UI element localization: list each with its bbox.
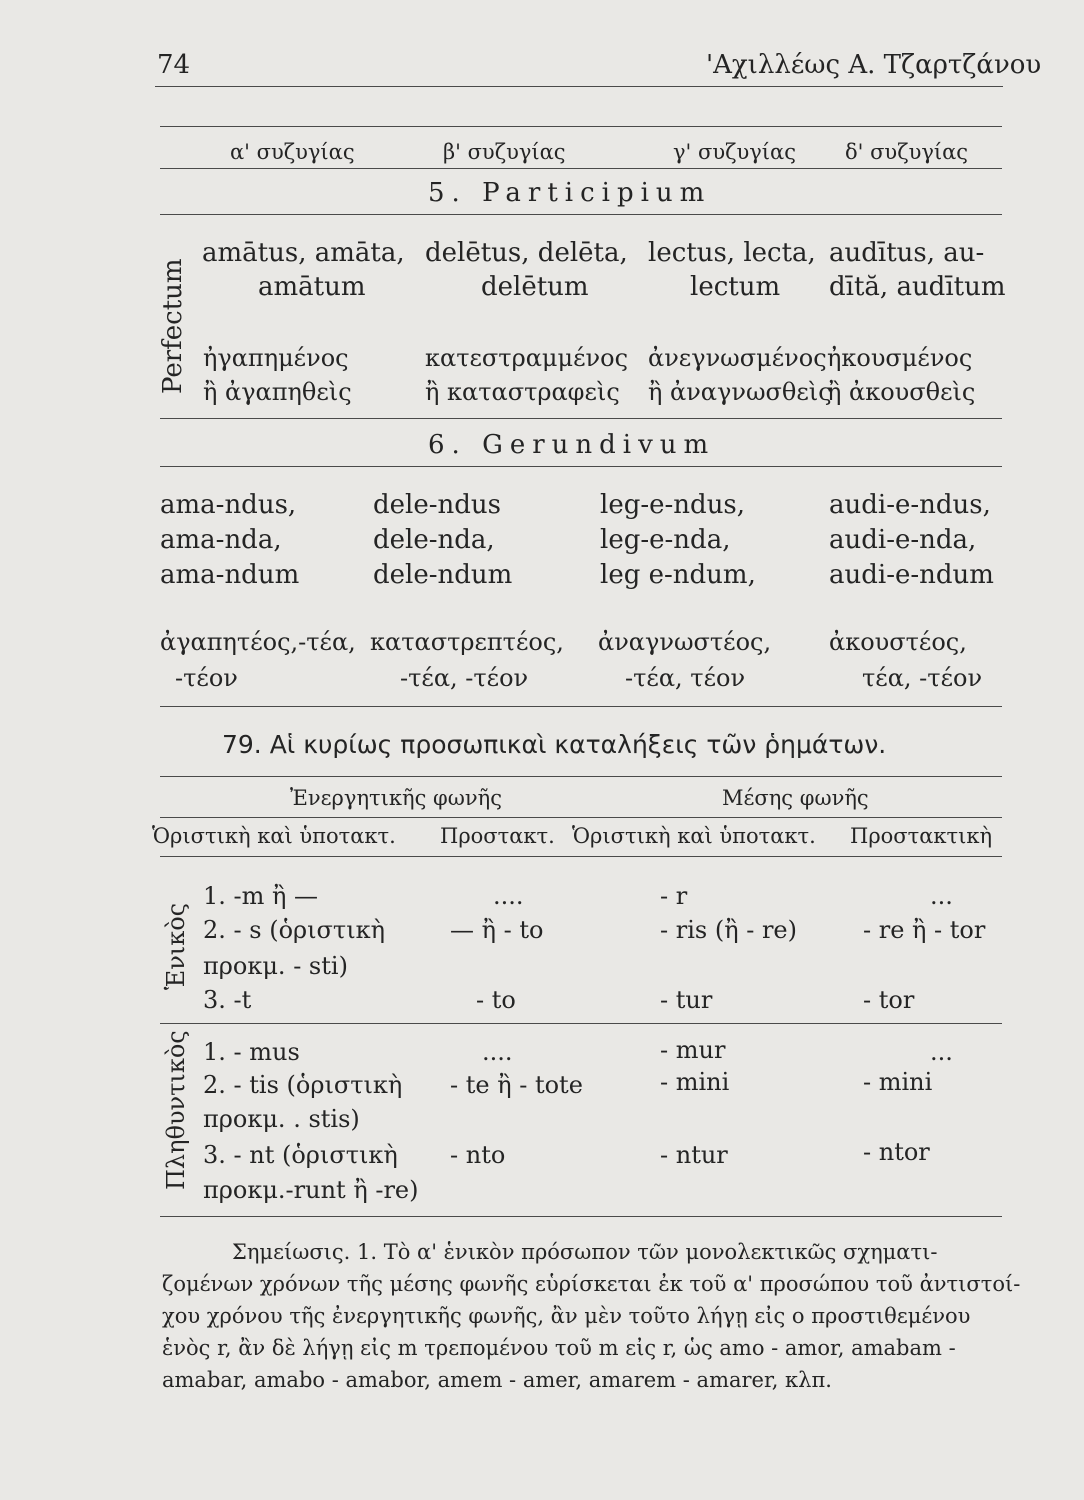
pl-col4-2: - mini <box>863 1068 933 1096</box>
gerundivum-latin-4-2: audi-e-nda, <box>829 525 977 555</box>
note-line-5: amabar, amabo - amabor, amem - amer, amarem - amarer, κλπ. <box>162 1368 832 1392</box>
perfectum-side-label: Perfectum <box>158 258 188 394</box>
sg-col3-2: - ris (ἢ - re) <box>660 916 797 944</box>
gerundivum-title-rule <box>160 466 1002 467</box>
sg-col3-1: - r <box>660 882 688 910</box>
gerundivum-greek-4-line2: τέα, -τέον <box>862 664 983 692</box>
note-line-3: χου χρόνου τῆς ἐνεργητικῆς φωνῆς, ἂν μὲν τοῦτο λήγῃ εἰς o προστιθεμένου <box>162 1304 971 1328</box>
gerundivum-latin-4-3: audi-e-ndum <box>829 560 994 590</box>
gerundivum-greek-2-line1: καταστρεπτέος, <box>370 628 564 656</box>
gerundivum-greek-3-line2: -τέα, τέον <box>625 664 746 692</box>
participium-greek-4-line1: ἠκουσμένος <box>827 344 973 372</box>
table-top-rule <box>160 126 1002 127</box>
mood-header-rule <box>160 856 1002 857</box>
voice-header-rule <box>160 817 1002 818</box>
note-line-2: ζομένων χρόνων τῆς μέσης φωνῆς εὑρίσκεται ἐκ τοῦ α' προσώπου τοῦ ἀντιστοί- <box>162 1272 1021 1296</box>
pl-col1-3: προκμ. . stis) <box>203 1105 360 1133</box>
participium-greek-1-line2: ἢ ἀγαπηθεὶς <box>203 378 352 406</box>
voice-header-middle: Μέσης φωνῆς <box>722 786 869 810</box>
gerundivum-latin-3-1: leg-e-ndus, <box>600 490 746 520</box>
singular-plural-rule <box>160 1023 1002 1024</box>
pl-col3-2: - mini <box>660 1068 730 1096</box>
gerundivum-latin-1-3: ama-ndum <box>160 560 300 590</box>
page-number: 74 <box>157 50 191 80</box>
pl-col1-4: 3. - nt (ὁριστικὴ <box>203 1141 398 1169</box>
participium-latin-1-line2: amātum <box>258 272 366 302</box>
participium-latin-1-line1: amātus, amāta, <box>202 238 405 268</box>
pl-col1-2: 2. - tis (ὁριστικὴ <box>203 1071 403 1099</box>
endings-heading: 79. Αἱ κυρίως προσωπικαὶ καταλήξεις τῶν ῥημάτων. <box>222 730 887 759</box>
sg-col1-1: 1. -m ἢ — <box>203 882 319 910</box>
gerundivum-latin-2-3: dele-ndum <box>373 560 513 590</box>
sg-col4-2: - re ἢ - tor <box>863 916 986 944</box>
gerundivum-greek-1-line1: ἀγαπητέος,-τέα, <box>160 628 356 656</box>
gerundivum-bottom-rule <box>160 706 1002 707</box>
conj-header-1: α' συζυγίας <box>230 140 355 164</box>
conj-header-3: γ' συζυγίας <box>673 140 796 164</box>
gerundivum-latin-3-3: leg e-ndum, <box>600 560 756 590</box>
gerundivum-greek-1-line2: -τέον <box>175 664 238 692</box>
participium-greek-1-line1: ἠγαπημένος <box>203 344 349 372</box>
participium-greek-2-line2: ἢ καταστραφεὶς <box>425 378 620 406</box>
pl-col4-1: ... <box>930 1038 953 1066</box>
conj-header-4: δ' συζυγίας <box>845 140 969 164</box>
sg-col4-1: ... <box>930 882 953 910</box>
participium-title-rule <box>160 214 1002 215</box>
sg-col2-3: - to <box>476 986 516 1014</box>
sg-col3-3: - tur <box>660 986 713 1014</box>
note-line-4: ἑνὸς r, ἂν δὲ λήγῃ εἰς m τρεπομένου τοῦ m εἰς r, ὡς amo - amor, amabam - <box>162 1336 956 1360</box>
running-title: 'Αχιλλέως Α. Τζαρτζάνου <box>706 50 1042 80</box>
pl-col3-1: - mur <box>660 1036 726 1064</box>
pl-col1-5: προκμ.-runt ἢ -re) <box>203 1176 419 1204</box>
sg-col1-3: προκμ. - sti) <box>203 952 348 980</box>
mood-header-4: Προστακτικὴ <box>850 824 993 848</box>
gerundivum-greek-3-line1: ἀναγνωστέος, <box>598 628 772 656</box>
mood-header-1: Ὁριστικὴ καὶ ὑποτακτ. <box>152 824 396 848</box>
participium-greek-3-line2: ἢ ἀναγνωσθεὶς <box>648 378 832 406</box>
voice-header-active: Ἐνεργητικῆς φωνῆς <box>290 786 502 810</box>
mood-header-3: Ὁριστικὴ καὶ ὑποτακτ. <box>572 824 816 848</box>
gerundivum-latin-2-2: dele-nda, <box>373 525 495 555</box>
pl-col1-1: 1. - mus <box>203 1038 300 1066</box>
sg-col4-3: - tor <box>863 986 915 1014</box>
sg-col1-4: 3. -t <box>203 986 252 1014</box>
conj-header-2: β' συζυγίας <box>443 140 566 164</box>
gerundivum-latin-1-1: ama-ndus, <box>160 490 297 520</box>
pl-col2-3: - nto <box>450 1141 506 1169</box>
participium-greek-4-line2: ἢ ἀκουσθεὶς <box>827 378 976 406</box>
gerundivum-latin-2-1: dele-ndus <box>373 490 501 520</box>
note-line-1: Σημείωσις. 1. Τὸ α' ἑνικὸν πρόσωπον τῶν μονολεκτικῶς σχηματι- <box>232 1240 938 1264</box>
sg-col1-2: 2. - s (ὁριστικὴ <box>203 916 385 944</box>
participium-latin-2-line1: delētus, delēta, <box>425 238 628 268</box>
participium-latin-4-line1: audītus, au- <box>829 238 985 268</box>
participium-latin-3-line1: lectus, lecta, <box>648 238 816 268</box>
participium-latin-2-line2: delētum <box>481 272 589 302</box>
endings-bottom-rule <box>160 1216 1002 1217</box>
gerundivum-top-rule <box>160 418 1002 419</box>
participium-greek-3-line1: ἀνεγνωσμένος <box>648 344 827 372</box>
plural-side-label: Πληθυντικὸς <box>162 1030 190 1190</box>
gerundivum-title: 6. Gerundivum <box>428 430 716 460</box>
endings-top-rule <box>160 776 1002 777</box>
participium-latin-4-line2: dītă, audītum <box>829 272 1006 302</box>
participium-greek-2-line1: κατεστραμμένος <box>425 344 629 372</box>
singular-side-label: Ἑνικὸς <box>162 902 190 990</box>
gerundivum-latin-4-1: audi-e-ndus, <box>829 490 991 520</box>
sg-col2-2: — ἢ - to <box>450 916 544 944</box>
participium-latin-3-line2: lectum <box>690 272 781 302</box>
header-rule <box>155 86 1003 87</box>
mood-header-2: Προστακτ. <box>440 824 555 848</box>
sg-col2-1: .... <box>493 882 524 910</box>
pl-col2-1: .... <box>482 1038 513 1066</box>
gerundivum-greek-2-line2: -τέα, -τέον <box>400 664 529 692</box>
participium-title: 5. Participium <box>428 178 712 208</box>
conj-header-rule <box>160 168 1002 169</box>
pl-col2-2: - te ἢ - tote <box>450 1071 583 1099</box>
pl-col3-3: - ntur <box>660 1141 728 1169</box>
gerundivum-greek-4-line1: ἀκουστέος, <box>829 628 967 656</box>
gerundivum-latin-1-2: ama-nda, <box>160 525 282 555</box>
gerundivum-latin-3-2: leg-e-nda, <box>600 525 731 555</box>
pl-col4-3: - ntor <box>863 1138 930 1166</box>
